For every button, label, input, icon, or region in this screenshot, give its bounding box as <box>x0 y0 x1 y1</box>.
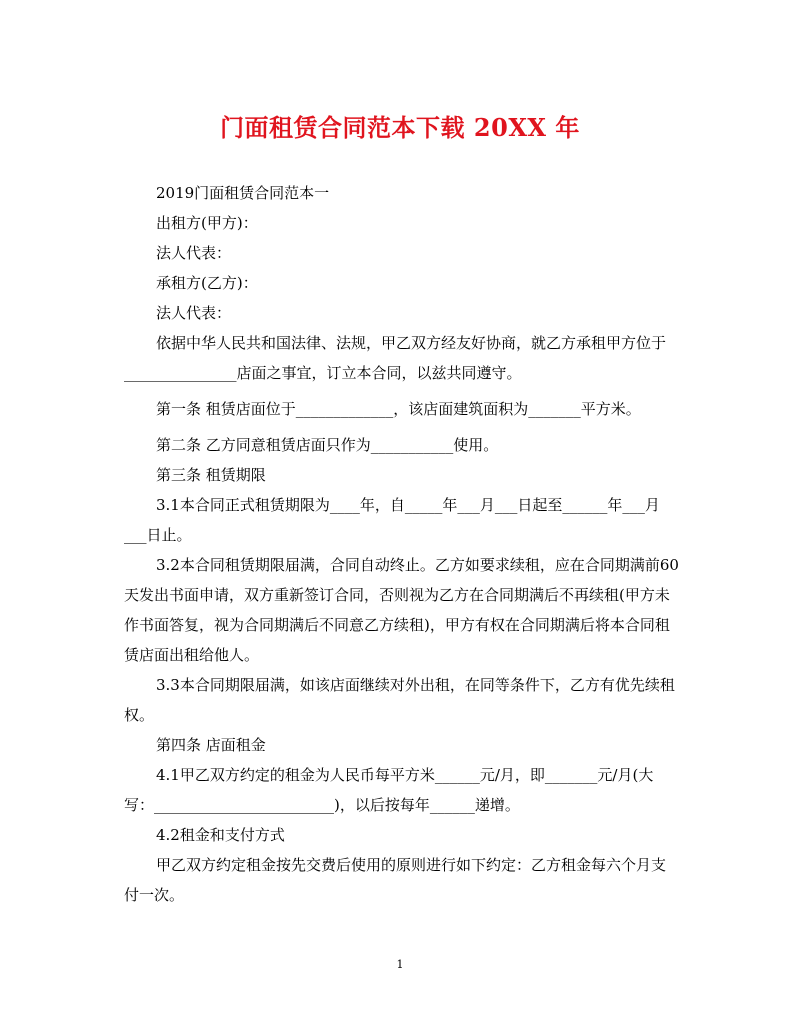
payment-terms-paragraph: 甲乙双方约定租金按先交费后使用的原则进行如下约定：乙方租金每六个月支付一次。 <box>124 856 667 904</box>
page-number: 1 <box>396 958 404 971</box>
clause-4-1-paragraph: 4.1甲乙双方约定的租金为人民币每平方米______元/月，即_______元/月(大写：________________________)，以后按每年______递增。 <box>124 766 654 814</box>
lessee-field: 承租方(乙方)： <box>156 274 258 292</box>
article-2-paragraph: 第二条 乙方同意租赁店面只作为___________使用。 <box>156 436 499 454</box>
document-title: 门面租赁合同范本下载 20XX 年 <box>220 113 580 142</box>
contract-subtitle: 2019门面租赁合同范本一 <box>156 184 330 202</box>
lessor-representative-field: 法人代表： <box>156 244 232 262</box>
article-1-paragraph: 第一条 租赁店面位于_____________，该店面建筑面积为_______平方米。 <box>156 400 641 418</box>
article-4-heading: 第四条 店面租金 <box>156 736 266 754</box>
clause-3-1-paragraph: 3.1本合同正式租赁期限为____年，自_____年___月___日起至______年___月___日止。 <box>124 496 660 544</box>
lessee-representative-field: 法人代表： <box>156 304 232 322</box>
lessor-field: 出租方(甲方)： <box>156 214 258 232</box>
document-body <box>124 178 680 910</box>
clause-4-2-heading: 4.2租金和支付方式 <box>156 826 285 844</box>
preamble-paragraph: 依据中华人民共和国法律、法规，甲乙双方经友好协商，就乙方承租甲方位于_______________店面之事宜，订立本合同，以兹共同遵守。 <box>124 334 667 382</box>
clause-3-3-paragraph: 3.3本合同期限届满，如该店面继续对外出租，在同等条件下，乙方有优先续租权。 <box>124 676 675 724</box>
article-3-heading: 第三条 租赁期限 <box>156 466 266 484</box>
clause-3-2-paragraph: 3.2本合同租赁期限届满，合同自动终止。乙方如要求续租，应在合同期满前60天发出书面申请，双方重新签订合同，否则视为乙方在合同期满后不再续租(甲方未作书面答复，视为合同期满后不同意乙方续租)，甲方有权在合同期满后将本合同租赁店面出租给他人。 <box>124 556 679 664</box>
